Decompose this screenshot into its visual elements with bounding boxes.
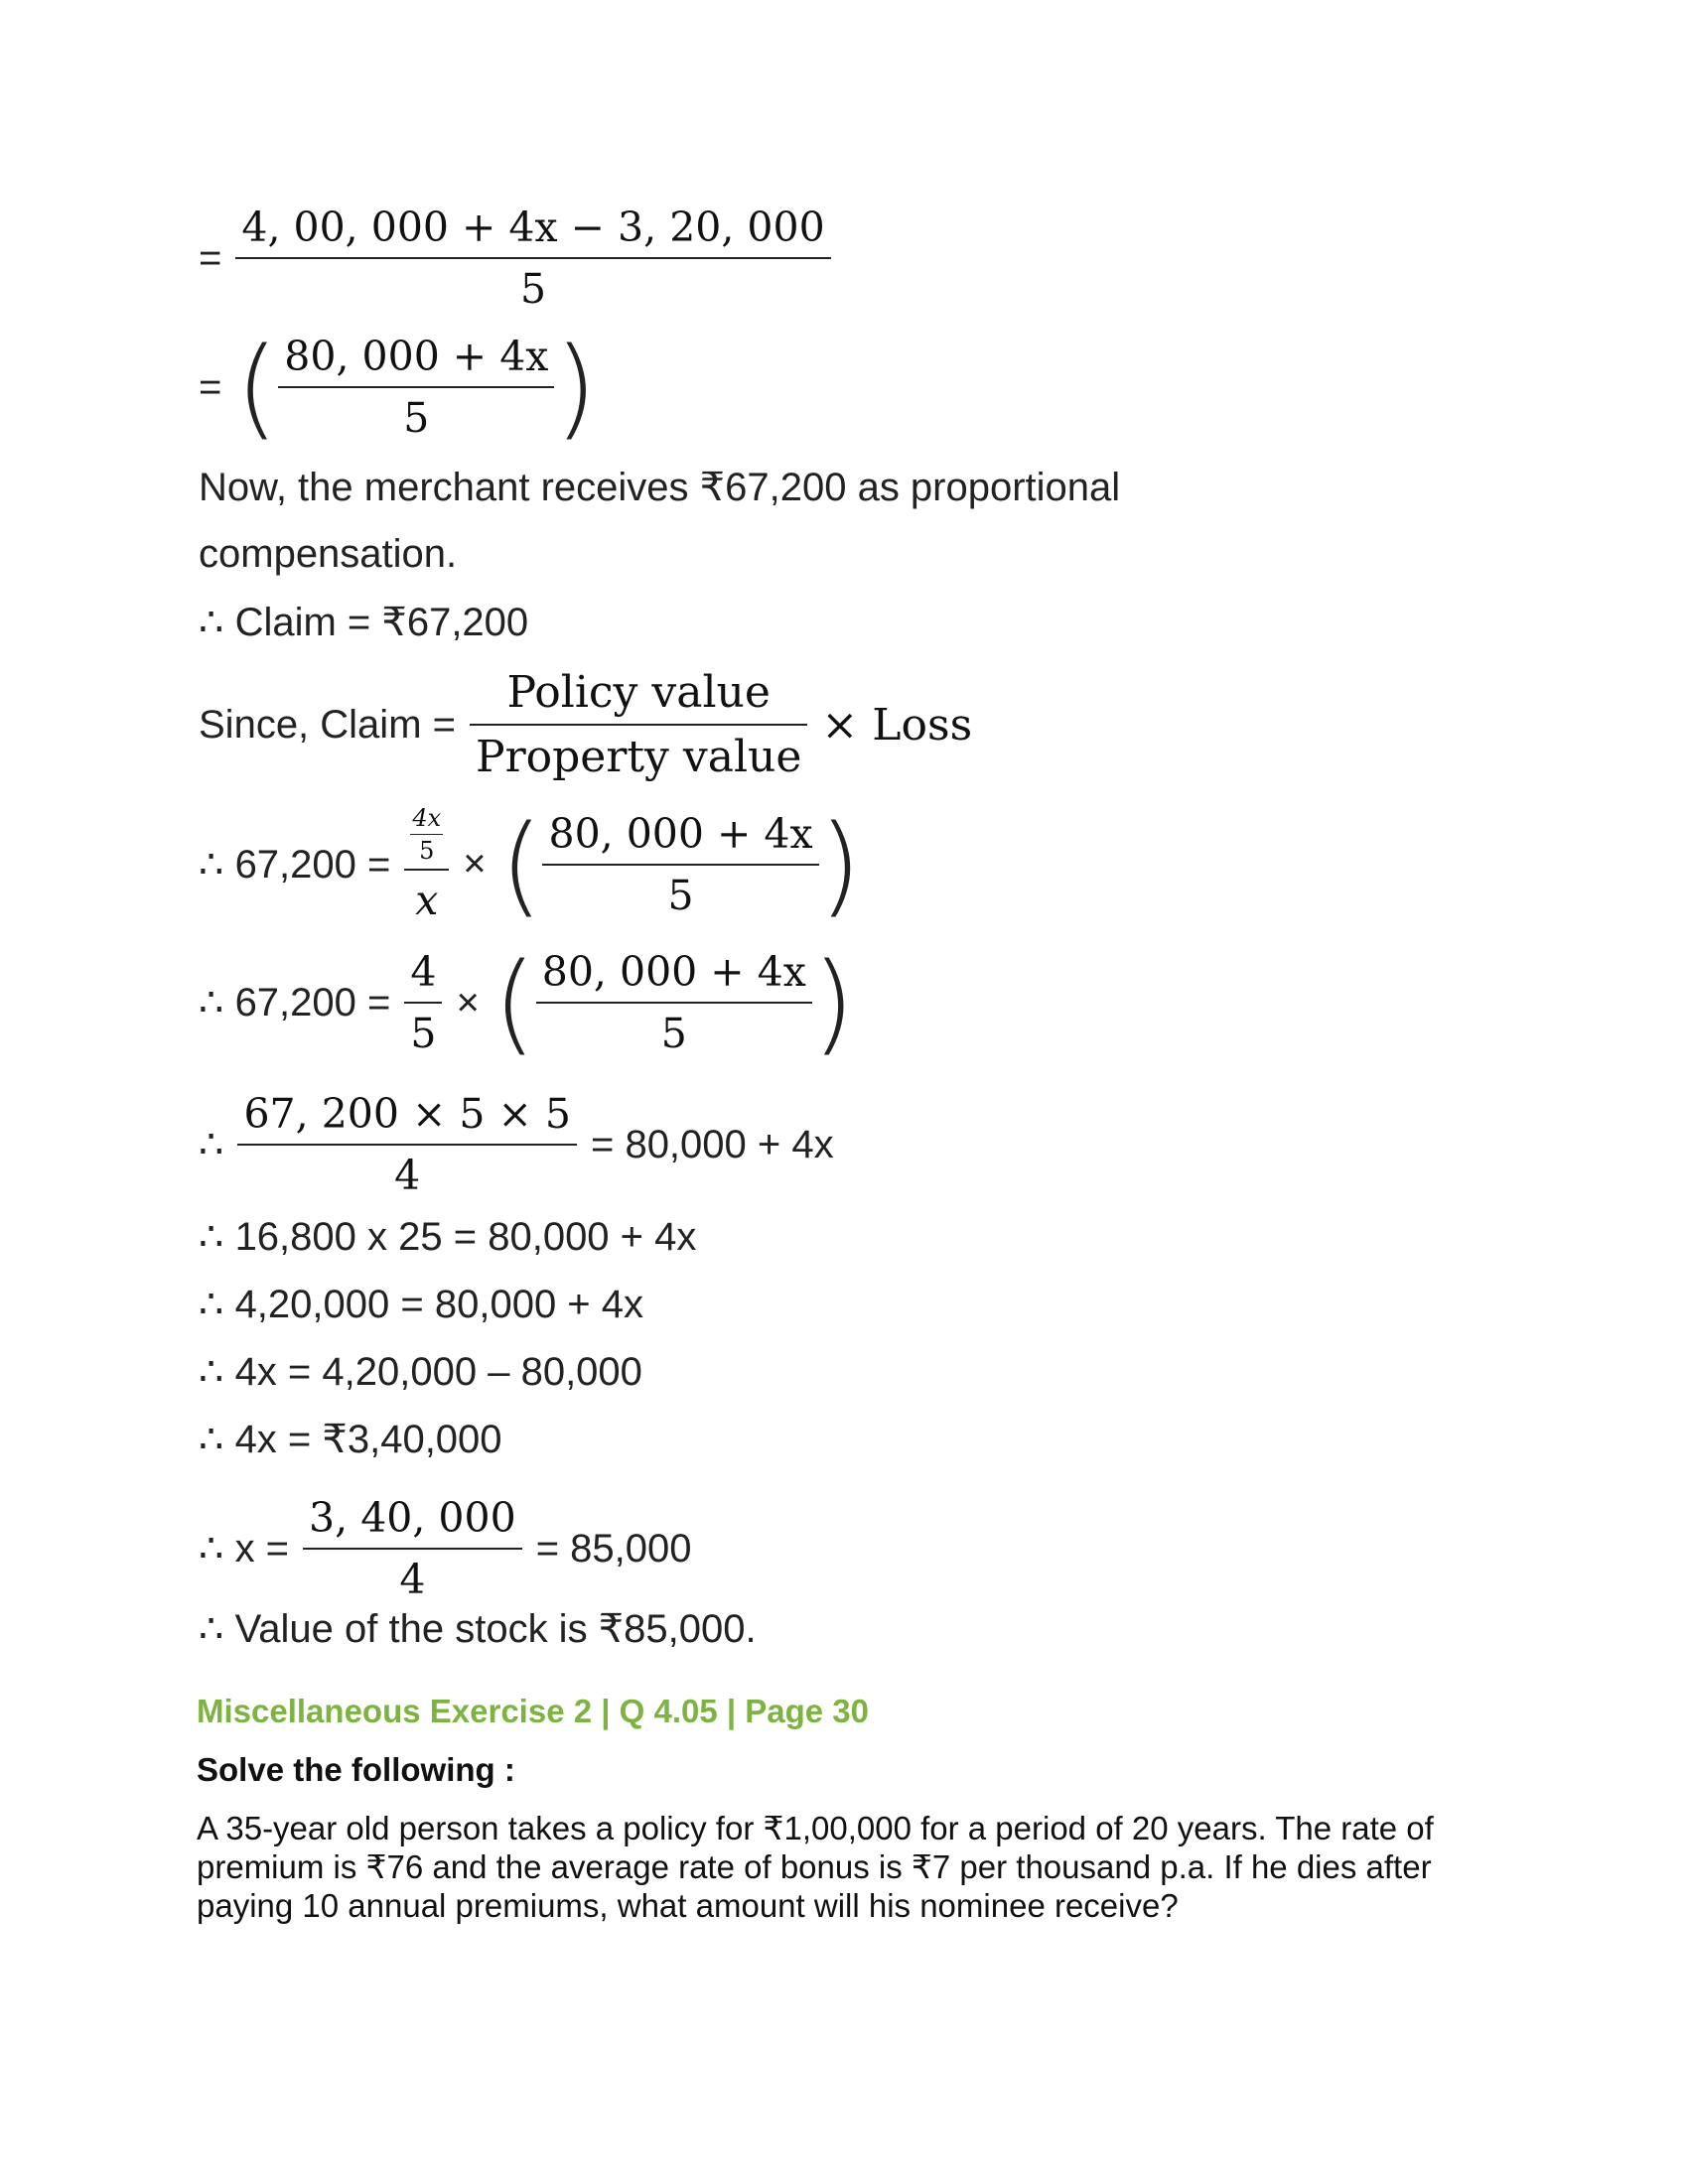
denominator: 5 bbox=[403, 394, 430, 442]
equation-step-10 bbox=[199, 1494, 692, 1603]
numerator: 4 bbox=[410, 948, 437, 996]
right-paren-icon: ) bbox=[818, 800, 862, 928]
numerator: 80, 000 + 4x bbox=[548, 809, 813, 858]
fraction bbox=[536, 948, 812, 1057]
exercise-heading[interactable]: Miscellaneous Exercise 2 | Q 4.05 | Page 30 bbox=[197, 1693, 870, 1729]
left-paren-icon: ( bbox=[492, 939, 536, 1066]
numerator: Policy value bbox=[506, 667, 771, 718]
fraction bbox=[237, 1090, 577, 1199]
text-line: compensation. bbox=[199, 532, 458, 576]
equals-sign: = bbox=[199, 364, 222, 409]
equation-step-4 bbox=[199, 939, 855, 1066]
fraction bbox=[542, 810, 818, 919]
denominator: Property value bbox=[475, 732, 802, 782]
numerator bbox=[404, 804, 449, 869]
inner-fraction bbox=[410, 804, 443, 865]
equation-suffix: = 85,000 bbox=[535, 1526, 692, 1570]
equation-step-1 bbox=[199, 204, 831, 313]
numerator: 4, 00, 000 + 4x − 3, 20, 000 bbox=[241, 204, 825, 251]
question-paragraph: A 35-year old person takes a policy for ₹1,00,000 for a period of 20 years. The rate of premium is ₹76 and the average rate of bonus is ₹7 per thousand p.a. If he dies after paying 10 annual premiums, what amount will his nominee receive? bbox=[197, 1810, 1434, 1924]
fraction bbox=[470, 667, 807, 782]
compound-fraction bbox=[404, 804, 449, 924]
claim-formula bbox=[199, 667, 972, 782]
equation-suffix: = 80,000 + 4x bbox=[590, 1122, 834, 1166]
inner-numerator: 4x bbox=[412, 804, 442, 832]
equation-line: ∴ 4x = ₹3,40,000 bbox=[199, 1418, 502, 1461]
fraction bbox=[235, 204, 830, 313]
equals-sign: = bbox=[199, 235, 222, 280]
equation-step-5 bbox=[199, 1090, 834, 1199]
denominator: 5 bbox=[667, 871, 694, 919]
formula-prefix: Since, Claim = bbox=[199, 702, 456, 747]
therefore-sign: ∴ bbox=[199, 1123, 224, 1166]
equation-line: ∴ 16,800 x 25 = 80,000 + 4x bbox=[199, 1215, 697, 1259]
equation-line: ∴ 4,20,000 = 80,000 + 4x bbox=[199, 1283, 644, 1326]
equation-prefix: ∴ 67,200 = bbox=[199, 981, 391, 1024]
equation-prefix: ∴ 67,200 = bbox=[199, 842, 391, 887]
denominator: 5 bbox=[410, 1010, 437, 1057]
denominator: 5 bbox=[660, 1010, 687, 1057]
fraction bbox=[404, 948, 442, 1057]
denominator: 4 bbox=[394, 1152, 421, 1199]
equation-prefix: ∴ x = bbox=[199, 1527, 290, 1570]
inner-denominator: 5 bbox=[419, 837, 435, 865]
denominator: 4 bbox=[399, 1556, 426, 1603]
equation-step-2 bbox=[199, 324, 598, 451]
times-sign: × bbox=[463, 842, 487, 886]
equation-step-3 bbox=[199, 800, 862, 928]
left-paren-icon: ( bbox=[235, 324, 279, 451]
fraction bbox=[278, 333, 554, 442]
denominator: x bbox=[415, 877, 439, 924]
claim-line: ∴ Claim = ₹67,200 bbox=[199, 601, 529, 644]
numerator: 67, 200 × 5 × 5 bbox=[243, 1090, 571, 1138]
numerator: 80, 000 + 4x bbox=[541, 948, 806, 996]
denominator: 5 bbox=[519, 265, 547, 313]
right-paren-icon: ) bbox=[554, 324, 598, 451]
formula-suffix: × Loss bbox=[821, 699, 973, 751]
numerator: 3, 40, 000 bbox=[309, 1494, 516, 1542]
conclusion-line: ∴ Value of the stock is ₹85,000. bbox=[199, 1607, 757, 1651]
numerator: 80, 000 + 4x bbox=[284, 333, 549, 380]
equation-line: ∴ 4x = 4,20,000 – 80,000 bbox=[199, 1350, 642, 1394]
times-sign: × bbox=[456, 980, 480, 1024]
left-paren-icon: ( bbox=[499, 800, 543, 928]
instruction-text: Solve the following : bbox=[197, 1751, 515, 1788]
text-line: Now, the merchant receives ₹67,200 as proportional bbox=[199, 466, 1121, 509]
fraction bbox=[303, 1494, 522, 1603]
right-paren-icon: ) bbox=[811, 939, 855, 1066]
